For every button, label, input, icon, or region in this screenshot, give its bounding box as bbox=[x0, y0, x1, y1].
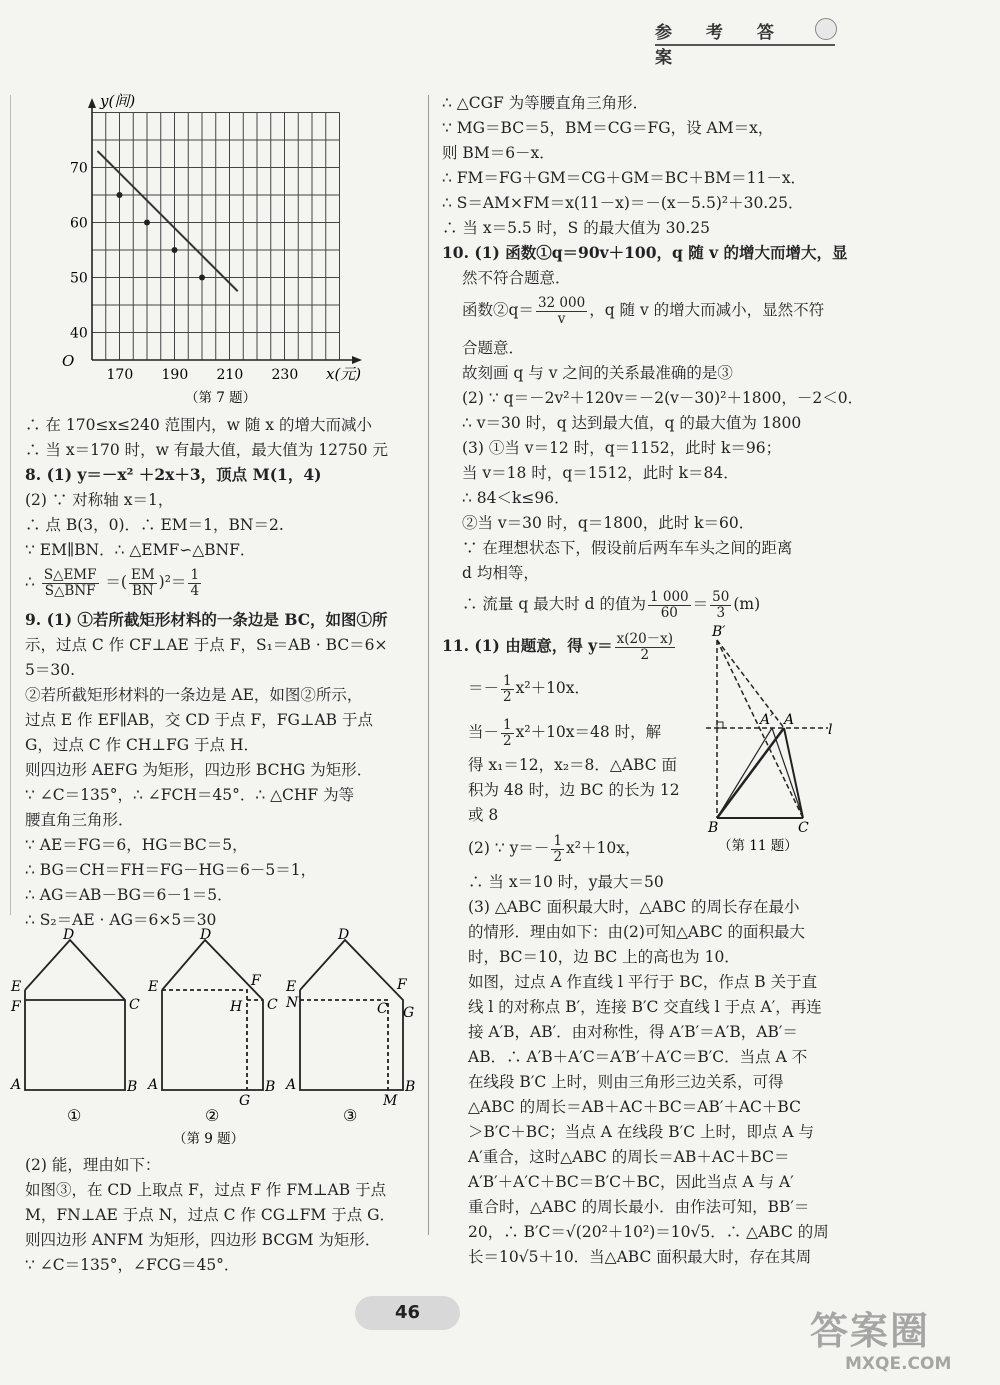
q9-cont-line-6: ∴ 当 x＝5.5 时，S 的最大值为 30.25 bbox=[442, 219, 711, 237]
y-tick-label: 60 bbox=[70, 215, 88, 232]
svg-text:M: M bbox=[383, 1093, 398, 1109]
chart-ylabel: y(间) bbox=[100, 92, 136, 110]
q9-cont-line-5: ∴ S＝AM×FM＝x(11－x)＝－(x－5.5)²＋30.25． bbox=[442, 194, 804, 212]
q9-line-4: ②若所截矩形材料的一条边是 AE，如图②所示， bbox=[25, 686, 363, 704]
q11-line-4: 得 x₁＝12，x₂＝8．△ABC 面 bbox=[468, 756, 678, 774]
q11-line-12: 如图，过点 A 作直线 l 平行于 BC，作点 B 关于直 bbox=[468, 973, 818, 991]
q11-line-2: ＝－ $\frac{1}{2}$ x²＋10x． bbox=[468, 672, 591, 705]
q11-line-10: 的情形．理由如下：由(2)可知△ABC 的面积最大 bbox=[468, 923, 806, 941]
watermark bbox=[800, 1300, 990, 1380]
q9-cont-line-1: ∴ △CGF 为等腰直角三角形． bbox=[442, 94, 649, 112]
fig11-diagram bbox=[700, 622, 840, 857]
q9-line-13: ∴ S₂＝AE · AG＝6×5＝30 bbox=[25, 911, 217, 929]
q10-func2-line: 函数②q＝ $\frac{32 000}{v}$ ，q 随 v 的增大而减小，显然不符 bbox=[462, 294, 825, 327]
svg-text:l: l bbox=[828, 722, 833, 738]
q9-cont-line-3: 则 BM＝6－x． bbox=[442, 144, 555, 162]
q9-line-18: ∵ ∠C＝135°，∠FCG＝45°． bbox=[25, 1256, 240, 1274]
q9-line-12: ∴ AG＝AB－BG＝6－1＝5． bbox=[25, 886, 233, 904]
q10-line-9: ∴ 84＜k≤96． bbox=[462, 489, 570, 507]
q10-line-3: 合题意． bbox=[462, 339, 525, 357]
q8-line-2: (2) ∵ 对称轴 x＝1， bbox=[25, 491, 174, 509]
q9-line-2: 示，过点 C 作 CF⊥AE 于点 F，S₁＝AB · BC＝6× bbox=[25, 636, 388, 654]
q9-line-14: (2) 能，理由如下： bbox=[25, 1156, 161, 1174]
chart-origin-label: O bbox=[62, 352, 75, 370]
q9-line-1: 9. (1) ①若所截矩形材料的一条边是 BC，如图①所 bbox=[25, 610, 388, 629]
q9-line-15: 如图③，在 CD 上取点 F，过点 F 作 FM⊥AB 于点 bbox=[25, 1181, 387, 1199]
fig9-label-1: ① bbox=[67, 1106, 82, 1125]
svg-text:E: E bbox=[286, 979, 297, 995]
q10-line-10: ②当 v＝30 时，q＝1800，此时 k＝60． bbox=[462, 514, 755, 532]
q10-line-4: 故刻画 q 与 v 之间的关系最准确的是③ bbox=[462, 364, 733, 382]
svg-text:D: D bbox=[338, 927, 350, 943]
q10-line-8: 当 v＝18 时，q＝1512，此时 k＝84． bbox=[462, 464, 739, 482]
watermark-url: MXQE.COM bbox=[845, 1354, 952, 1374]
frac-50-over-3: $\frac{50}{3}$ bbox=[712, 588, 730, 621]
column-divider bbox=[428, 95, 429, 1235]
q11-line-5: 积为 48 时，边 BC 的长为 12 bbox=[468, 781, 680, 799]
y-tick-label: 50 bbox=[70, 270, 88, 287]
svg-text:G: G bbox=[403, 1005, 415, 1021]
q11-line-19: A′重合，这时△ABC 的周长＝AB＋AC＋BC＝ bbox=[468, 1148, 790, 1166]
svg-text:E: E bbox=[11, 979, 22, 995]
svg-text:C: C bbox=[267, 997, 278, 1013]
svg-text:H: H bbox=[230, 999, 243, 1015]
q9-line-9: 腰直角三角形． bbox=[25, 811, 134, 829]
svg-text:C: C bbox=[377, 1001, 388, 1017]
left-margin-rule bbox=[10, 95, 11, 915]
x-tick-label: 190 bbox=[161, 367, 189, 383]
q11-line-14: 接 A′B，AB′．由对称性，得 A′B′＝A′B，AB′＝ bbox=[468, 1023, 798, 1041]
q9-line-8: ∵ ∠C＝135°，∴ ∠FCH＝45°．∴ △CHF 为等 bbox=[25, 786, 355, 804]
data-point bbox=[172, 247, 178, 253]
chart-trend-line bbox=[98, 151, 238, 291]
q11-line-17: △ABC 的周长＝AB＋AC＋BC＝AB′＋AC＋BC bbox=[468, 1098, 801, 1116]
q9-line-10: ∵ AE＝FG＝6，HG＝BC＝5， bbox=[25, 836, 248, 854]
q8-line-4: ∵ EM∥BN．∴ △EMF∽△BNF． bbox=[25, 541, 256, 559]
svg-text:C: C bbox=[129, 997, 140, 1013]
q9-line-7: 则四边形 AEFG 为矩形，四边形 BCHG 为矩形． bbox=[25, 761, 373, 779]
chart-grid bbox=[92, 113, 340, 361]
q10-line-5: (2) ∵ q＝－2v²＋120v＝－2(v－30)²＋1800，－2＜0． bbox=[462, 389, 864, 407]
q9-cont-line-2: ∵ MG＝BC＝5，BM＝CG＝FG，设 AM＝x， bbox=[442, 119, 774, 137]
chart-xlabel: x(元) bbox=[326, 365, 362, 383]
svg-text:A: A bbox=[784, 712, 795, 728]
q11-line-18: ＞B′C＋BC；当点 A 在线段 B′C 上时，即点 A 与 bbox=[468, 1123, 815, 1141]
q8-line-1: 8. (1) y＝－x² ＋2x＋3，顶点 M(1，4) bbox=[25, 465, 322, 484]
q11-line-1: 11. (1) 由题意，得 y＝ $\frac{x(20-x)}{2}$ bbox=[442, 630, 674, 663]
svg-text:D: D bbox=[63, 927, 75, 943]
q10-flow-line: ∴ 流量 q 最大时 d 的值为 $\frac{1 000}{60}$ ＝ $\frac{50}{3}$ (m) bbox=[462, 588, 761, 621]
chart-caption: （第 7 题） bbox=[185, 390, 257, 406]
svg-text:B: B bbox=[265, 1079, 276, 1095]
fig11-caption: （第 11 题） bbox=[718, 838, 798, 854]
x-axis-arrow-icon bbox=[352, 356, 362, 364]
q11-line-13: 线 l 的对称点 B′，连接 B′C 交直线 l 于点 A′，再连 bbox=[468, 998, 822, 1016]
q11-line-23: 长＝10√5＋10．当△ABC 面积最大时，存在其周 bbox=[468, 1248, 812, 1266]
fig9-panel-1 bbox=[25, 940, 125, 1090]
header-ornament-icon bbox=[815, 18, 837, 40]
frac-1000-over-60: $\frac{1 000}{60}$ bbox=[649, 588, 689, 621]
y-tick-label: 70 bbox=[70, 160, 88, 177]
svg-text:E: E bbox=[148, 979, 159, 995]
svg-text:D: D bbox=[200, 927, 212, 943]
x-tick-label: 230 bbox=[271, 367, 299, 383]
svg-text:C: C bbox=[798, 820, 809, 836]
fig9-panel-2 bbox=[162, 940, 263, 1090]
q11-line-6: 或 8 bbox=[468, 806, 499, 824]
y-tick-label: 40 bbox=[70, 325, 88, 342]
q8-line-3: ∴ 点 B(3，0)．∴ EM＝1，BN＝2. bbox=[25, 516, 284, 534]
q11-line-16: 在线段 B′C 上时，则由三角形三边关系，可得 bbox=[468, 1073, 784, 1091]
svg-text:A: A bbox=[286, 1077, 297, 1093]
q11-line-11: 时，BC＝10，边 BC 上的高也为 10． bbox=[468, 948, 740, 966]
q10-line-6: ∴ v＝30 时，q 达到最大值，q 的最大值为 1800 bbox=[462, 414, 802, 432]
q11-line-8: ∴ 当 x＝10 时，y最大＝50 bbox=[468, 873, 664, 891]
q9-cont-line-4: ∴ FM＝FG＋GM＝CG＋GM＝BC＋BM＝11－x． bbox=[442, 169, 807, 187]
svg-text:B: B bbox=[708, 820, 719, 836]
q9-line-11: ∴ BG＝CH＝FH＝FG－HG＝6－5＝1， bbox=[25, 861, 317, 879]
q9-line-5: 过点 E 作 EF∥AB，交 CD 于点 F，FG⊥AB 于点 bbox=[25, 711, 373, 729]
q9-line-17: 则四边形 ANFM 为矩形，四边形 BCGM 为矩形． bbox=[25, 1231, 381, 1249]
svg-text:A: A bbox=[148, 1077, 159, 1093]
q9-line-16: M，FN⊥AE 于点 N，过点 C 作 CG⊥FM 于点 G． bbox=[25, 1206, 396, 1224]
q8-formula: ∴ $\frac{\text{S△EMF}}{\text{S△BNF}}$ ＝( $\frac{EM}{BN}$ )²＝ $\frac{1}{4}$ bbox=[25, 566, 200, 599]
fig9-label-3: ③ bbox=[343, 1106, 358, 1125]
q11-line-9: (3) △ABC 面积最大时，△ABC 的周长存在最小 bbox=[468, 898, 800, 916]
q7-chart bbox=[60, 90, 380, 415]
svg-text:N: N bbox=[286, 995, 299, 1011]
q10-line-2: 然不符合题意． bbox=[462, 269, 571, 287]
q10-line-12: d 均相等， bbox=[462, 564, 539, 582]
svg-text:A: A bbox=[11, 1077, 22, 1093]
svg-text:F: F bbox=[251, 973, 261, 989]
page-number: 46 bbox=[355, 1296, 460, 1330]
x-tick-label: 170 bbox=[106, 367, 134, 383]
q10-line-7: (3) ①当 v＝12 时，q＝1152，此时 k＝96； bbox=[462, 439, 782, 457]
q10-line-11: ∵ 在理想状态下，假设前后两车车头之间的距离 bbox=[462, 539, 793, 557]
frac-32000-over-v: $\frac{32 000}{v}$ bbox=[537, 294, 586, 327]
data-point bbox=[144, 220, 150, 226]
fig9-diagram bbox=[5, 925, 425, 1150]
x-tick-label: 210 bbox=[216, 367, 244, 383]
q11-line-3: 当－ $\frac{1}{2}$ x²＋10x＝48 时，解 bbox=[468, 716, 662, 749]
q11-line-15: AB．∴ A′B＋A′C＝A′B′＋A′C＝B′C．当点 A 不 bbox=[468, 1048, 808, 1066]
q7-line-2: ∴ 当 x＝170 时，w 有最大值，最大值为 12750 元 bbox=[25, 441, 388, 459]
q11-line-20: A′B′＋A′C＋BC＝B′C＋BC，因此当点 A 与 A′ bbox=[468, 1173, 794, 1191]
q9-line-3: 5＝30. bbox=[25, 661, 76, 679]
svg-text:B: B bbox=[405, 1079, 416, 1095]
fig9-label-2: ② bbox=[205, 1106, 220, 1125]
data-point bbox=[117, 192, 123, 198]
page-header-title: 参 考 答 案 bbox=[655, 18, 835, 46]
q11-line-7: (2) ∵ y＝－ $\frac{1}{2}$ x²＋10x， bbox=[468, 832, 641, 865]
svg-text:B: B bbox=[127, 1079, 138, 1095]
y-axis-arrow-icon bbox=[88, 98, 96, 108]
svg-text:A′: A′ bbox=[760, 712, 774, 728]
svg-text:F: F bbox=[397, 977, 407, 993]
data-point bbox=[199, 275, 205, 281]
frac-area-ratio: $\frac{\text{S△EMF}}{\text{S△BNF}}$ bbox=[43, 566, 97, 599]
q7-line-1: ∴ 在 170≤x≤240 范围内，w 随 x 的增大而减小 bbox=[25, 416, 372, 434]
q10-line-1: 10. (1) 函数①q＝90v＋100，q 随 v 的增大而增大，显 bbox=[442, 243, 848, 262]
svg-text:F: F bbox=[11, 999, 21, 1015]
frac-side-ratio: $\frac{EM}{BN}$ bbox=[130, 566, 155, 599]
watermark-logo: 答案圈 bbox=[810, 1309, 931, 1353]
q11-line-22: 20，∴ B′C＝√(20²＋10²)＝10√5．∴ △ABC 的周 bbox=[468, 1223, 829, 1241]
q11-line-21: 重合时，△ABC 的周长最小．由作法可知，BB′＝ bbox=[468, 1198, 810, 1216]
q9-line-6: G，过点 C 作 CH⊥FG 于点 H． bbox=[25, 736, 259, 754]
fig9-caption: （第 9 题） bbox=[173, 1131, 245, 1147]
svg-text:B′: B′ bbox=[712, 624, 726, 640]
frac-quarter: $\frac{1}{4}$ bbox=[190, 566, 200, 599]
svg-text:G: G bbox=[239, 1093, 251, 1109]
